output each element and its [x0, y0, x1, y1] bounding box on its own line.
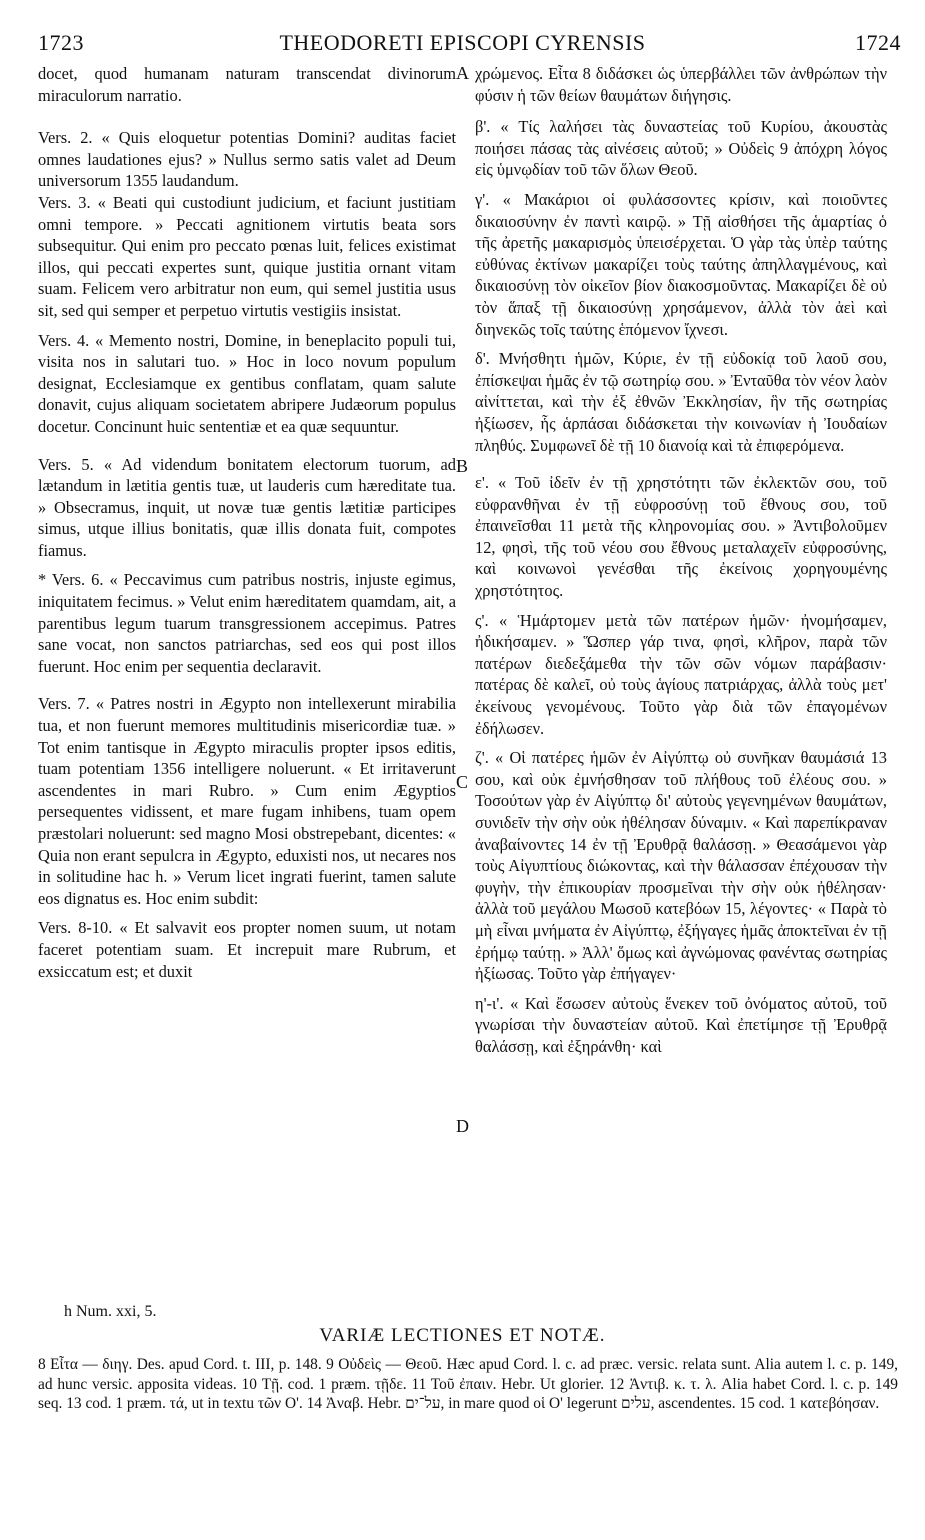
greek-verse-8-10: η'-ι'. « Καὶ ἔσωσεν αὐτοὺς ἕνεκεν τοῦ ὀνόματος αὐτοῦ, τοῦ γνωρίσαι τὴν δυναστείαν αὐτοῦ. Καὶ ἐπετίμησε τῇ Ἐρυθρᾷ θαλάσσῃ, καὶ ἐξηράνθη· καὶ [475, 993, 887, 1056]
greek-verse-6: ς'. « Ἡμάρτομεν μετὰ τῶν πατέρων ἡμῶν· ἠνομήσαμεν, ἠδικήσαμεν. » Ὥσπερ γάρ τινα, φησὶ, κλῆρον, παρὰ τῶν πατέρων διεδεξάμεθα τὴν τῶν σῶν νόμων παράβασιν· πατέρας δὲ καλεῖ, οὐ τοὺς ἁγίους πατριάρχας, ἀλλὰ τοὺς μετ' ἐκείνους γενομένους. Τοῦτο γὰρ διὰ τῶν ἐπαγομένων ἐδήλωσεν. [475, 610, 887, 738]
variant-notes: 8 Εἶτα — διηγ. Des. apud Cord. t. III, p. 148. 9 Οὐδεὶς — Θεοῦ. Hæc apud Cord. l. c. ad præc. versic. relata sunt. Alia autem l. c. p. 149, ad hunc versic. apposita videas. 10 Τῇ. cod. 1 præm. τῇδε. 11 Τοῦ ἐπαιν. Hebr. Ut glorier. 12 Ἀντιβ. κ. τ. λ. Alia habet Cord. l. c. p. 149 seq. 13 cod. 1 præm. τά, ut in textu τῶν Ο'. 14 Ἀναβ. Hebr. על־ים, in mare quod οἱ Ο' legerunt עלים, ascendentes. 15 cod. 1 κατεβόησαν. [38, 1356, 898, 1412]
latin-column [38, 63, 456, 982]
latin-verse-7: Vers. 7. « Patres nostri in Ægypto non intellexerunt mirabilia tua, et non fuerunt memores multitudinis misericordiæ tuæ. » Tot enim tantisque in Ægypto miraculis propter ipsos editis, tuam potentiam 1356 intelligere noluerunt. « Et irritaverunt ascendentes in mari Rubro. » Cum enim Ægyptios persequentes vidissent, et mare fugam inhibens, tuam opem præstolari noluerunt: sed magno Mosi obstrepebant, dicentes: « Quia non erant sepulcra in Ægypto, eduxisti nos, ut necares nos in solitudine hac h. » Verum licet ingrati fuerint, tamen salute eos dignatus es. Hoc enim subdit: [38, 694, 456, 908]
margin-letter-b: B [456, 456, 469, 476]
latin-verse-8-10: Vers. 8-10. « Et salvavit eos propter nomen suum, ut notam faceret potentiam suam. Et increpuit mare Rubrum, et exsiccatum est; et duxit [38, 918, 456, 981]
greek-verse-4: δ'. Μνήσθητι ἡμῶν, Κύριε, ἐν τῇ εὐδοκίᾳ τοῦ λαοῦ σου, ἐπίσκεψαι ἡμᾶς ἐν τῷ σωτηρίῳ σου. » Ἐνταῦθα τὸν νέον λαὸν αἰνίττεται, καὶ τὴν ἐξ ἐθνῶν Ἐκκλησίαν, ἣν τῆς σωτηρίας ἠξίωσεν, ἧς ἁρπάσαι διδάσκεται τὴν κοινωνίαν ἡ Ἰουδαίων πληθύς. Συμφωνεῖ δὲ τῇ 10 διανοίᾳ καὶ τὰ ἐπιφερόμενα. [475, 349, 887, 455]
page-number-left: 1723 [38, 30, 84, 55]
greek-verse-3: γ'. « Μακάριοι οἱ φυλάσσοντες κρίσιν, καὶ ποιοῦντες δικαιοσύνην ἐν παντὶ καιρῷ. » Τῇ αἰσθήσει τῆς ἁμαρτίας ὁ τῆς ἀρετῆς μακαρισμὸς ὑπεισέρχεται. Ὁ γὰρ τὰς ὑπὲρ ταύτης εὐθύνας ἐκτίνων μακαρίζει τοὺς ταύτης ἀπηλλαγμένους, καὶ δικαιοσύνῃ τὸν οἰκεῖον βίον διακοσμοῦντας. Μακαρίζει δὲ οὐ τὸν ἅπαξ τῇ δικαιοσύνῃ χρησάμενον, ἀλλὰ τὸν ἀεὶ καὶ διηνεκῶς τοῖς ταύτης ἑπόμενον ἴχνεσι. [475, 189, 887, 339]
margin-letter-c: C [456, 772, 469, 792]
latin-verse-6: * Vers. 6. « Peccavimus cum patribus nostris, injuste egimus, iniquitatem fecimus. » Velut enim hæreditatem quamdam, ait, a parentibus legum tuarum transgressionem accepimus. Patres sane vocat, non sanctos patriarchas, sed eos qui post illos fuerunt. Hoc enim per sequentia declaravit. [38, 570, 456, 676]
latin-verse-4: Vers. 4. « Memento nostri, Domine, in beneplacito populi tui, visita nos in salutari tuo. » Hoc in loco novum populum designat, Ecclesiamque ex gentibus conflatam, quam salute donavit, cujus aliquam societatem abripere Judæorum populus docetur. Concinunt huic sententiæ et ea quæ sequuntur. [38, 330, 456, 436]
latin-verse-5: Vers. 5. « Ad videndum bonitatem electorum tuorum, ad lætandum in lætitia gentis tuæ, ut lauderis cum hæreditate tua. » Obsecramus, inquit, ut novæ tuæ gentis lætitiæ participes simus, utque illius bonitatis, quæ illis donata fuit, compotes fiamus. [38, 454, 456, 560]
greek-intro: χρώμενος. Εἶτα 8 διδάσκει ὡς ὑπερβάλλει τῶν ἀνθρώπων τὴν φύσιν ἡ τῶν θείων θαυμάτων διήγησις. [475, 64, 887, 105]
notes-heading: VARIÆ LECTIONES ET NOTÆ. [319, 1325, 606, 1346]
greek-column [475, 63, 887, 1058]
greek-verse-7: ζ'. « Οἱ πατέρες ἡμῶν ἐν Αἰγύπτῳ οὐ συνῆκαν θαυμάσιά 13 σου, καὶ οὐκ ἐμνήσθησαν τοῦ πλήθους τοῦ ἐλέους σου. » Τοσούτων γὰρ ἐν Αἰγύπτῳ δι' αὐτοὺς γεγενημένων θαυμάτων, συνιδεῖν τὴν σὴν οὐκ ἠθέλησαν δύναμιν. « Καὶ παρεπίκραναν ἀναβαίνοντες 14 ἐν τῇ Ἐρυθρᾷ θαλάσσῃ. » Θεασάμενοι γὰρ τοὺς Αἰγυπτίους διώκοντας, καὶ τὴν θάλασσαν ἐπέχουσαν τὴν φυγὴν, τὴν ἐπικουρίαν προσμεῖναι τὴν σὴν οὐκ ἠθέλησαν· ἀλλὰ τοῦ μεγάλου Μωσοῦ κατεβόων 15, λέγοντες· « Παρὰ τὸ μὴ εἶναι μνήματα ἐν Αἰγύπτῳ, ἐξήγαγες ἡμᾶς ἀποκτεῖναι ἐν τῇ ἐρήμῳ ταύτῃ. » Ἀλλ' ὅμως καὶ ἀγνώμονας φανέντας σωτηρίας ἠξίωσας. Τοῦτο γὰρ ἐπήγαγεν· [475, 748, 887, 984]
page-number-right: 1724 [855, 30, 901, 55]
greek-verse-2: β'. « Τίς λαλήσει τὰς δυναστείας τοῦ Κυρίου, ἀκουστὰς ποιήσει πάσας τὰς αἰνέσεις αὐτοῦ; » Οὐδεὶς 9 ἀπόχρη λόγος εἰς ὑμνῳδίαν τοῦ τῶν ὅλων Θεοῦ. [475, 117, 887, 180]
margin-letter-a: A [456, 63, 469, 83]
greek-verse-5: ε'. « Τοῦ ἰδεῖν ἐν τῇ χρηστότητι τῶν ἐκλεκτῶν σου, τοῦ εὐφρανθῆναι ἐν τῇ εὐφροσύνῃ τοῦ ἔθνους σου, τοῦ ἐπαινεῖσθαι 11 μετὰ τῆς κληρονομίας σου. » Ἀντιβολοῦμεν 12, φησὶ, τῆς τοῦ νέου σου ἔθνους μεταλαχεῖν εὐφροσύνης, καὶ κοινωνοὶ γενέσθαι τῆς ἐκείνοις χορηγουμένης χρηστότητος. [475, 473, 887, 601]
running-title: THEODORETI EPISCOPI CYRENSIS [279, 30, 646, 55]
latin-verse-3: Vers. 3. « Beati qui custodiunt judicium, et faciunt justitiam omni tempore. » Peccati agnitionem virtutis beata sors subsequitur. Qui enim pro peccato pœnas luit, felices existimat illos, qui peccati expertes sunt, quique justitia ornant vitam suam. Felicem vero arbitratur non eum, qui semel justitia usus sit, sed qui semper et perpetuo virtutis vestigiis insistat. [38, 192, 456, 320]
margin-letter-d: D [456, 1116, 469, 1136]
latin-intro: docet, quod humanam naturam transcendat divinorum miraculorum narratio. [38, 64, 456, 105]
latin-verse-2: Vers. 2. « Quis eloquetur potentias Domini? auditas faciet omnes laudationes ejus? » Nullus sermo satis valet ad Deum universorum 1355 laudandum. [38, 128, 456, 191]
footnote: h Num. xxi, 5. [64, 1303, 157, 1320]
